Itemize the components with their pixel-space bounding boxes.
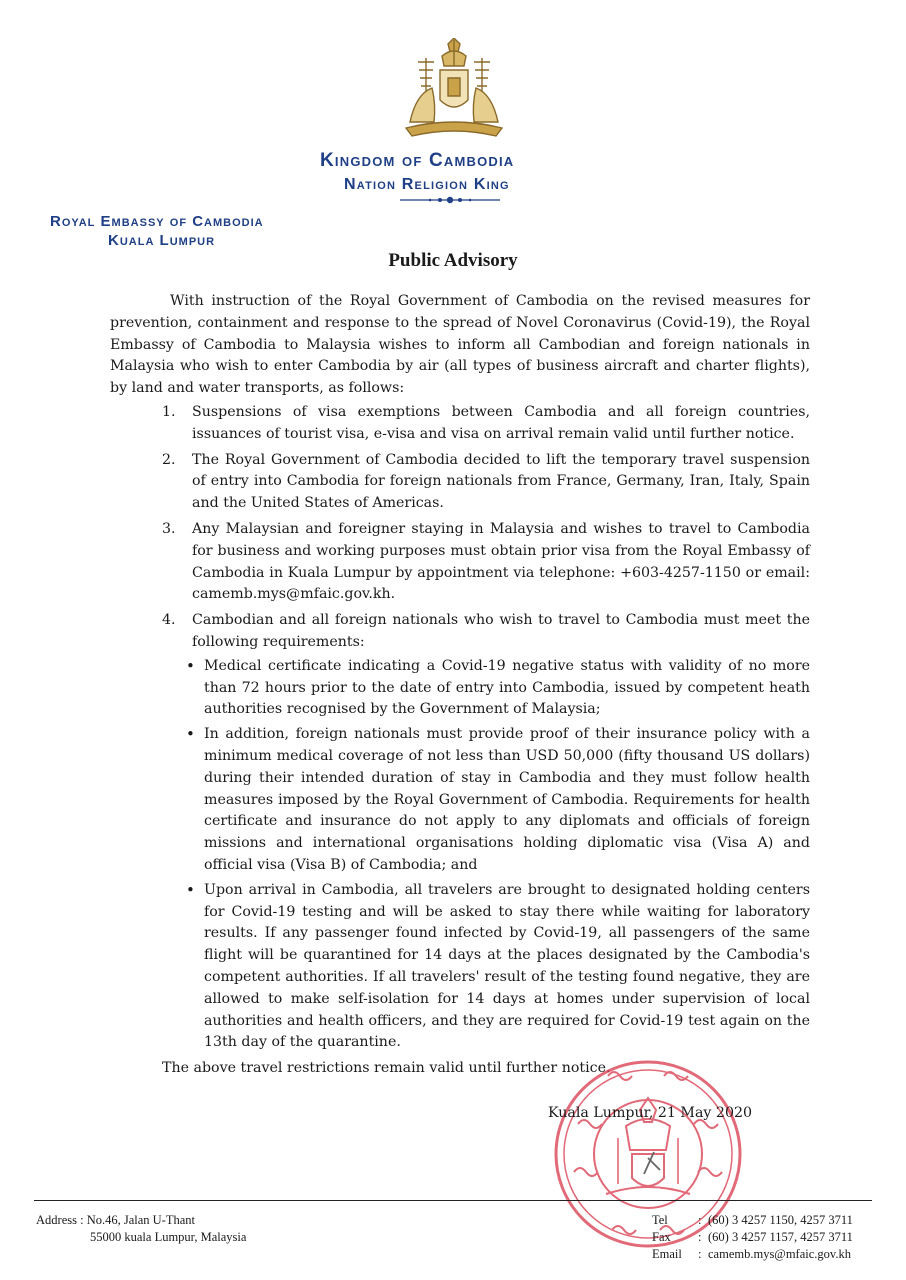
address-line-2: 55000 kuala Lumpur, Malaysia bbox=[90, 1230, 247, 1244]
requirements-list bbox=[192, 656, 810, 1054]
kingdom-heading: Kingdom of Cambodia bbox=[320, 150, 515, 171]
footer-address bbox=[36, 1212, 246, 1246]
national-motto: Nation Religion King bbox=[344, 176, 510, 193]
point-number: 1. bbox=[162, 403, 176, 420]
fax-row bbox=[652, 1229, 853, 1246]
embassy-heading bbox=[50, 212, 264, 250]
point-number: 2. bbox=[162, 451, 176, 468]
point-text: The Royal Government of Cambodia decided to lift the temporary travel suspension of entry into Cambodia for foreign nationals from France, Germany, Iran, Italy, Spain and the United States of Americas. bbox=[192, 451, 810, 512]
signature-date: Kuala Lumpur, 21 May 2020 bbox=[548, 1105, 753, 1121]
decorative-divider-icon bbox=[400, 194, 500, 206]
email-separator: : bbox=[698, 1247, 702, 1261]
point-text: Any Malaysian and foreigner staying in Malaysia and wishes to travel to Cambodia for business and working purposes must obtain prior visa from the Royal Embassy of Cambodia in Kuala Lumpur by appointment via telephone: +603-4257-1150 or email: camemb.mys@mfaic.gov.kh. bbox=[192, 520, 810, 603]
email-value: camemb.mys@mfaic.gov.kh bbox=[708, 1247, 851, 1261]
address-line-1: Address : No.46, Jalan U-Thant bbox=[36, 1213, 195, 1227]
royal-arms-emblem-icon bbox=[396, 38, 512, 138]
embassy-city: Kuala Lumpur bbox=[108, 232, 216, 249]
point-number: 3. bbox=[162, 520, 176, 537]
intro-paragraph: With instruction of the Royal Government of Cambodia on the revised measures for prevention, containment and response to the spread of Novel Coronavirus (Covid-19), the Royal Embassy of Cambodia to Malaysia wishes to inform all Cambodian and foreign nationals in Malaysia who wish to enter Cambodia by air (all types of business aircraft and charter flights), by land and water transports, as follows: bbox=[110, 293, 810, 397]
footer-contact bbox=[652, 1212, 853, 1263]
requirement-item: • Medical certificate indicating a Covid-19 negative status with validity of no more than 72 hours prior to the date of entry into Cambodia, issued by competent heath authorities recognised by the Government of Malaysia; bbox=[186, 656, 810, 721]
fax-separator: : bbox=[698, 1230, 702, 1244]
point-text: Suspensions of visa exemptions between Cambodia and all foreign countries, issuances of tourist visa, e-visa and visa on arrival remain valid until further notice. bbox=[192, 403, 810, 442]
requirement-item: • Upon arrival in Cambodia, all travelers are brought to designated holding centers for Covid-19 testing and will be asked to stay there while waiting for laboratory results. If any passenger found infected by Covid-19, all passengers of the same flight will be quarantined for 14 days at the places designated by the Cambodia's competent authorities. If all travelers' result of the testing found negative, they are allowed to make self-isolation for 14 days at homes under supervision of local authorities and health officers, and they are required for Covid-19 test again on the 13th day of the quarantine. bbox=[186, 880, 810, 1054]
fax-label: Fax bbox=[652, 1230, 671, 1244]
embassy-name: Royal Embassy of Cambodia bbox=[50, 213, 264, 230]
closing-statement: The above travel restrictions remain valid until further notice. bbox=[162, 1060, 611, 1077]
list-item bbox=[110, 610, 810, 1054]
list-item bbox=[110, 450, 810, 515]
tel-label: Tel bbox=[652, 1213, 668, 1227]
list-item bbox=[110, 402, 810, 446]
fax-value: (60) 3 4257 1157, 4257 3711 bbox=[708, 1230, 853, 1244]
point-number: 4. bbox=[162, 612, 176, 629]
advisory-points bbox=[110, 402, 810, 1054]
footer-divider bbox=[34, 1200, 872, 1201]
point-text: Cambodian and all foreign nationals who wish to travel to Cambodia must meet the following requirements: bbox=[192, 612, 810, 650]
email-row bbox=[652, 1246, 853, 1263]
requirement-item: • In addition, foreign nationals must provide proof of their insurance policy with a minimum medical coverage of not less than USD 50,000 (fifty thousand US dollars) during their intended duration of stay in Cambodia and they must follow health measures imposed by the Royal Government of Cambodia. Requirements for health certificate and insurance do not apply to any diplomats and officials of foreign missions and international organisations holding diplomatic visa (Visa A) and official visa (Visa B) of Cambodia; and bbox=[186, 724, 810, 877]
tel-row bbox=[652, 1212, 853, 1229]
tel-separator: : bbox=[698, 1213, 702, 1227]
list-item bbox=[110, 519, 810, 606]
advisory-body bbox=[110, 291, 810, 1080]
document-title: Public Advisory bbox=[388, 250, 518, 271]
tel-value: (60) 3 4257 1150, 4257 3711 bbox=[708, 1213, 853, 1227]
email-label: Email bbox=[652, 1247, 682, 1261]
